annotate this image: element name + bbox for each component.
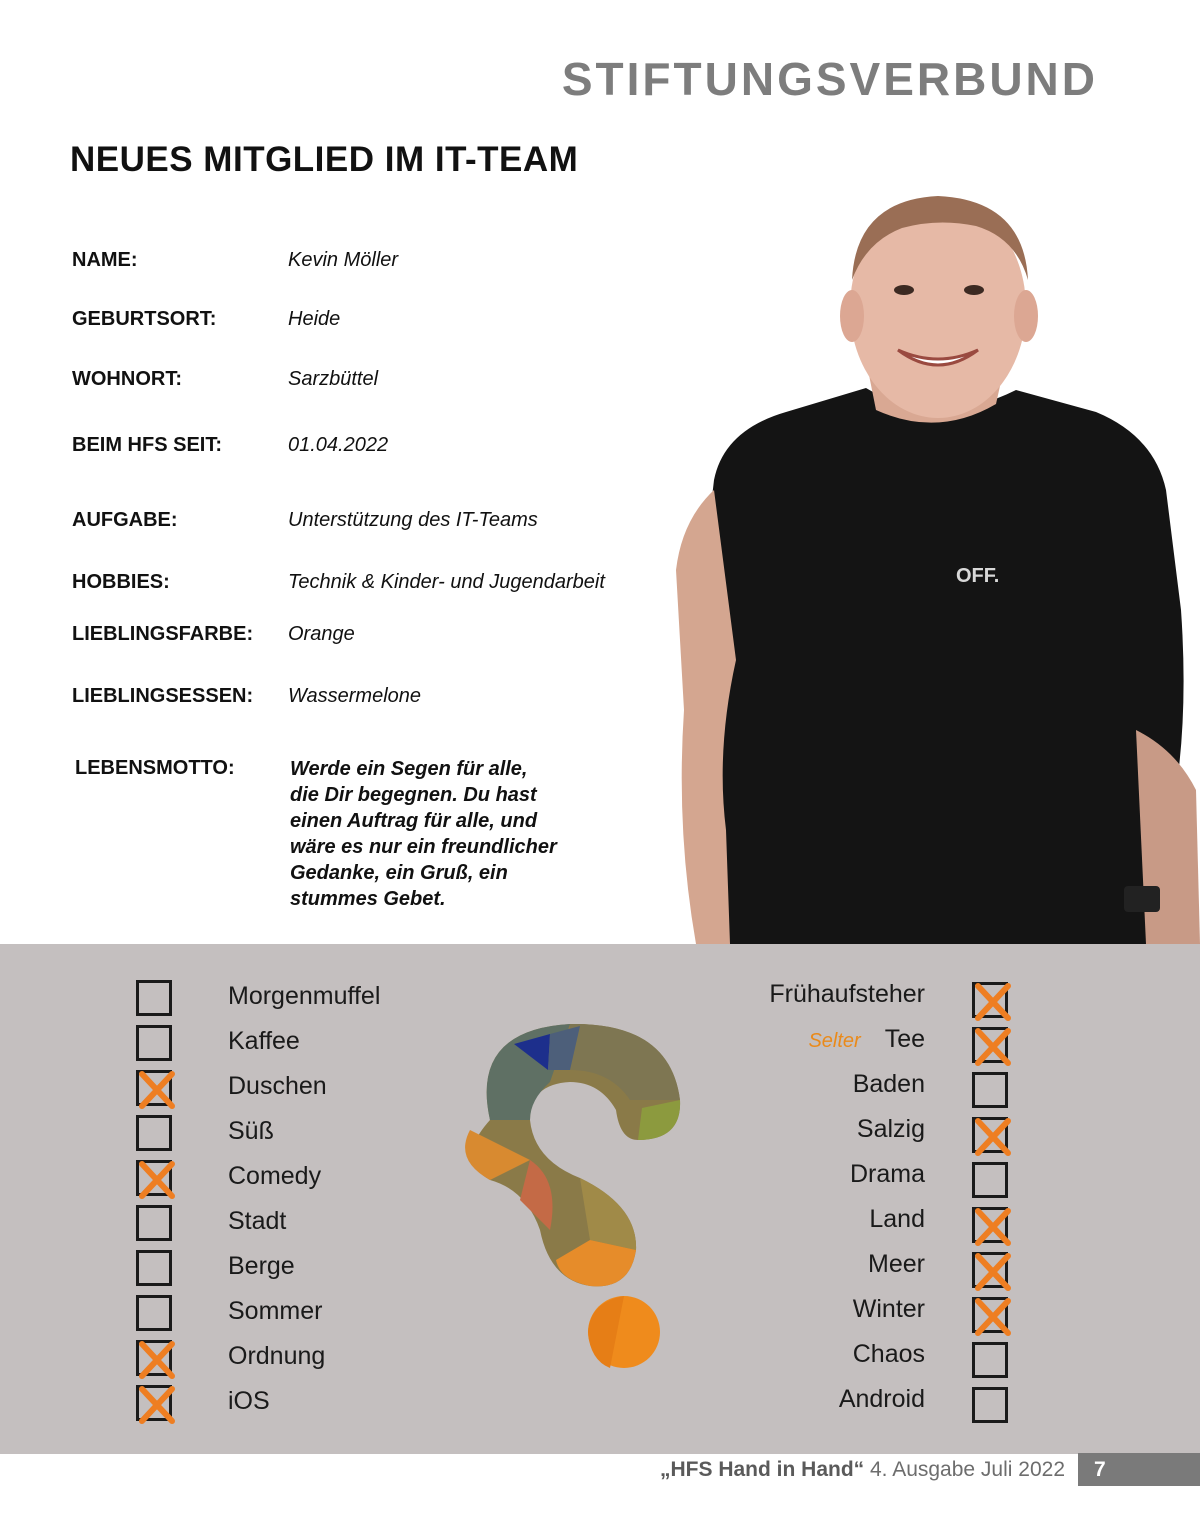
page-number: 7 [1078,1453,1200,1486]
cross-mark-icon [136,1068,178,1112]
cross-mark-icon [972,1025,1014,1069]
name-value: Kevin Möller [288,249,399,271]
motto-line: wäre es nur ein freundlicher [290,836,557,858]
hobbies-label: HOBBIES: [72,571,170,593]
cross-mark-icon [972,1295,1014,1339]
handwritten-note: Selter [808,1030,861,1052]
cross-mark-icon [136,1338,178,1382]
option-label: Morgenmuffel [228,982,381,1010]
motto-text [290,756,610,912]
quiz-option-winter[interactable] [700,1293,1030,1333]
quiz-option-fruehaufsteher[interactable] [700,978,1030,1018]
motto-line: stummes Gebet. [290,888,446,910]
favorite-food-label: LIEBLINGSESSEN: [72,685,254,707]
checkbox[interactable] [136,1115,172,1151]
quiz-option-kaffee[interactable] [136,1025,456,1065]
shirt-print: OFF. [956,565,1000,587]
option-label: Kaffee [228,1027,300,1055]
cross-mark-icon [972,1115,1014,1159]
option-label: Frühaufsteher [769,980,925,1008]
checkbox[interactable] [136,1205,172,1241]
quiz-option-duschen[interactable] [136,1070,456,1110]
cross-mark-icon [972,1250,1014,1294]
motto-line: Werde ein Segen für alle, [290,758,528,780]
checkbox[interactable] [136,1025,172,1061]
portrait-photo [676,190,1200,944]
quiz-option-salzig[interactable] [700,1113,1030,1153]
option-label: Baden [852,1070,925,1098]
option-label: Chaos [852,1340,925,1368]
quiz-option-morgenmuffel[interactable] [136,980,456,1020]
checkbox[interactable] [136,1070,172,1106]
option-label [808,1025,925,1054]
favorite-color-value: Orange [288,623,355,645]
task-value: Unterstützung des IT-Teams [288,509,538,531]
question-mark-icon [430,1010,710,1370]
quiz-option-land[interactable] [700,1203,1030,1243]
motto-label: LEBENSMOTTO: [75,757,235,779]
option-label: Winter [852,1295,925,1323]
quiz-option-comedy[interactable] [136,1160,456,1200]
option-label: Berge [228,1252,295,1280]
motto-line: Gedanke, ein Gruß, ein [290,862,508,884]
checkbox[interactable] [136,1160,172,1196]
residence-label: WOHNORT: [72,368,182,390]
motto-line: die Dir begegnen. Du hast [290,784,537,806]
option-label: Salzig [856,1115,925,1143]
option-label: Android [838,1385,925,1413]
option-label: Duschen [228,1072,327,1100]
name-label: NAME: [72,249,138,271]
quiz-option-sommer[interactable] [136,1295,456,1335]
quiz-option-meer[interactable] [700,1248,1030,1288]
footer-issue [660,1458,1065,1482]
quiz-option-android[interactable] [700,1383,1030,1423]
checkbox[interactable] [136,1340,172,1376]
task-label: AUFGABE: [72,509,178,531]
hobbies-value: Technik & Kinder- und Jugendarbeit [288,571,605,593]
checkbox[interactable] [972,1072,1008,1108]
checkbox[interactable] [972,1117,1008,1153]
option-label: Drama [849,1160,925,1188]
option-label: Sommer [228,1297,323,1325]
checkbox[interactable] [136,1385,172,1421]
cross-mark-icon [136,1383,178,1427]
since-value: 01.04.2022 [288,434,389,456]
quiz-option-drama[interactable] [700,1158,1030,1198]
footer-issue-text: 4. Ausgabe Juli 2022 [864,1458,1065,1481]
checkbox[interactable] [136,1250,172,1286]
quiz-option-baden[interactable] [700,1068,1030,1108]
section-title: STIFTUNGSVERBUND [561,53,1098,105]
checkbox[interactable] [972,1342,1008,1378]
checkbox[interactable] [972,1207,1008,1243]
quiz-option-stadt[interactable] [136,1205,456,1245]
residence-value: Sarzbüttel [288,368,379,390]
since-label: BEIM HFS SEIT: [72,434,223,456]
motto-line: einen Auftrag für alle, und [290,810,538,832]
option-label: iOS [228,1387,270,1415]
checkbox[interactable] [972,1162,1008,1198]
birthplace-label: GEBURTSORT: [72,308,217,330]
quiz-option-chaos[interactable] [700,1338,1030,1378]
quiz-option-berge[interactable] [136,1250,456,1290]
option-label-text: Tee [884,1025,925,1053]
birthplace-value: Heide [288,308,341,330]
quiz-option-ordnung[interactable] [136,1340,456,1380]
checkbox[interactable] [972,1027,1008,1063]
favorite-food-value: Wassermelone [288,685,422,707]
checkbox[interactable] [972,1252,1008,1288]
quiz-option-tee[interactable] [700,1023,1030,1063]
option-label: Stadt [228,1207,287,1235]
quiz-option-ios[interactable] [136,1385,456,1425]
checkbox[interactable] [972,1297,1008,1333]
checkbox[interactable] [972,1387,1008,1423]
option-label: Comedy [228,1162,322,1190]
cross-mark-icon [972,980,1014,1024]
option-label: Meer [868,1250,925,1278]
checkbox[interactable] [136,980,172,1016]
page-headline: NEUES MITGLIED IM IT-TEAM [70,140,579,179]
option-label: Ordnung [228,1342,326,1370]
cross-mark-icon [972,1205,1014,1249]
quiz-option-suess[interactable] [136,1115,456,1155]
favorite-color-label: LIEBLINGSFARBE: [72,623,254,645]
option-label: Land [869,1205,925,1233]
cross-mark-icon [136,1158,178,1202]
option-label: Süß [228,1117,274,1145]
checkbox[interactable] [972,982,1008,1018]
footer-title: „HFS Hand in Hand“ [660,1458,865,1481]
checkbox[interactable] [136,1295,172,1331]
